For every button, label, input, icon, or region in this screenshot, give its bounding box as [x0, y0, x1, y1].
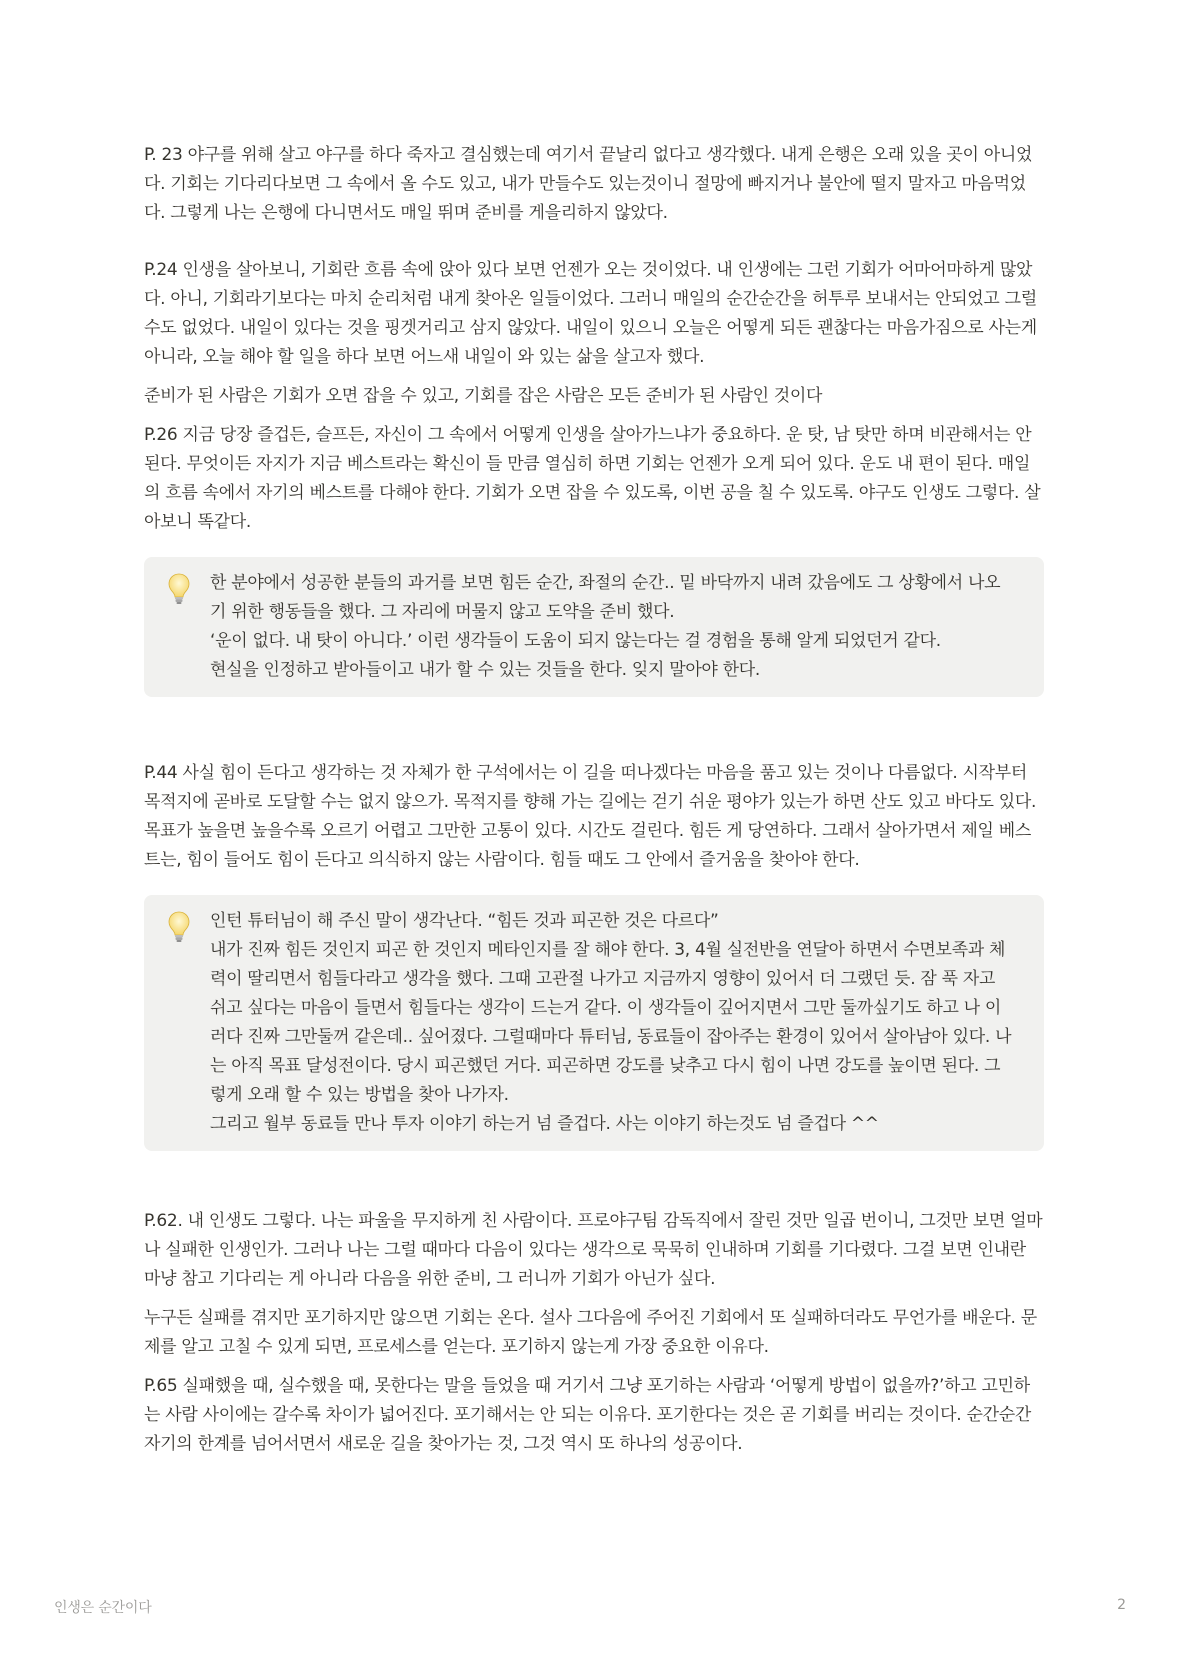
callout-line: 한 분야에서 성공한 분들의 과거를 보면 힘든 순간, 좌절의 순간.. 밑 바닥까지 내려 갔음에도 그 상황에서 나오기 위한 행동들을 했다. 그 자리에 머물지 않고 도약을 준비 했다.: [210, 573, 1001, 622]
callout-reflection-1: [144, 557, 1044, 697]
paragraph-p44: P.44 사실 힘이 든다고 생각하는 것 자체가 한 구석에서는 이 길을 떠나겠다는 마음을 품고 있는 것이나 다름없다. 시작부터 목적지에 곧바로 도달할 수는 없지 않으가. 목적지를 향해 가는 길에는 걷기 쉬운 평야가 있는가 하면 산도 있고 바다도 있다. 목표가 높을면 높을수록 오르기 어렵고 그만한 고통이 있다. 시간도 걸린다. 힘든 게 당연하다. 그래서 살아가면서 제일 베스트는, 힘이 들어도 힘이 든다고 의식하지 않는 사람이다. 힘들 때도 그 안에서 즐거움을 찾아야 한다.: [144, 763, 1037, 870]
lightbulb-icon: [168, 911, 190, 943]
paragraph-failure: 누구든 실패를 겪지만 포기하지만 않으면 기회는 온다. 설사 그다음에 주어진 기회에서 또 실패하더라도 무언가를 배운다. 문제를 알고 고칠 수 있게 되면, 프로세스를 얻는다. 포기하지 않는게 가장 중요한 이유다.: [144, 1308, 1037, 1357]
paragraph-p26: P.26 지금 당장 즐겁든, 슬프든, 자신이 그 속에서 어떻게 인생을 살아가느냐가 중요하다. 운 탓, 남 탓만 하며 비관해서는 안 된다. 무엇이든 자지가 지금 베스트라는 확신이 들 만큼 열심히 하면 기회는 언젠가 오게 되어 있다. 운도 내 편이 된다. 매일의 흐름 속에서 자기의 베스트를 다해야 한다. 기회가 오면 잡을 수 있도록, 이번 공을 칠 수 있도록. 야구도 인생도 그렇다. 살아보니 똑같다.: [144, 425, 1041, 532]
lightbulb-icon: [168, 573, 190, 605]
paragraph-p23: P. 23 야구를 위해 살고 야구를 하다 죽자고 결심했는데 여기서 끝날리 없다고 생각했다. 내게 은행은 오래 있을 곳이 아니었다. 기회는 기다리다보면 그 속에서 올 수도 있고, 내가 만들수도 있는것이니 절망에 빠지거나 불안에 떨지 말자고 마음먹었다. 그렇게 나는 은행에 다니면서도 매일 뛰며 준비를 게을리하지 않았다.: [144, 145, 1033, 223]
page-content: [144, 141, 1044, 1469]
paragraph-p24: P.24 인생을 살아보니, 기회란 흐름 속에 앉아 있다 보면 언젠가 오는 것이었다. 내 인생에는 그런 기회가 어마어마하게 많았다. 아니, 기회라기보다는 마치 순리처럼 내게 찾아온 일들이었다. 그러니 매일의 순간순간을 허투루 보내서는 안되었고 그럴 수도 없었다. 내일이 있다는 것을 핑겟거리고 삼지 않았다. 내일이 있으니 오늘은 어떻게 되든 괜찮다는 마음가짐으로 사는게 아니라, 오늘 해야 할 일을 하다 보면 어느새 내일이 와 있는 삶을 살고자 했다.: [144, 260, 1037, 367]
callout-reflection-2: [144, 895, 1044, 1151]
footer-document-title: 인생은 순간이다: [54, 1600, 152, 1616]
callout-line: 내가 진짜 힘든 것인지 피곤 한 것인지 메타인지를 잘 해야 한다. 3, 4월 실전반을 연달아 하면서 수면보족과 체력이 딸리면서 힘들다라고 생각을 했다. 그때 고관절 나가고 지금까지 영향이 있어서 더 그랬던 듯. 잠 푹 자고 쉬고 싶다는 마음이 들면서 힘들다는 생각이 드는거 같다. 이 생각들이 깊어지면서 그만 둘까싶기도 하고 나 이러다 진짜 그만둘꺼 같은데.. 싶어졌다. 그럴때마다 튜터님, 동료들이 잡아주는 환경이 있어서 살아남아 있다. 나는 아직 목표 달성전이다. 당시 피곤했던 거다. 피곤하면 강도를 낮추고 다시 힘이 나면 강도를 높이면 된다. 그렇게 오래 할 수 있는 방법을 찾아 나가자.: [210, 940, 1012, 1105]
callout-line: 인턴 튜터님이 해 주신 말이 생각난다. “힘든 것과 피곤한 것은 다르다”: [210, 911, 719, 931]
footer-page-number: 2: [1117, 1597, 1126, 1613]
callout-line: ‘운이 없다. 내 탓이 아니다.’ 이런 생각들이 도움이 되지 않는다는 걸 경험을 통해 알게 되었던거 같다.: [210, 631, 941, 651]
paragraph-p65: P.65 실패했을 때, 실수했을 때, 못한다는 말을 들었을 때 거기서 그냥 포기하는 사람과 ‘어떻게 방법이 없을까?’하고 고민하는 사람 사이에는 갈수록 차이가 넓어진다. 포기해서는 안 되는 이유다. 포기한다는 것은 곧 기회를 버리는 것이다. 순간순간 자기의 한계를 넘어서면서 새로운 길을 찾아가는 것, 그것 역시 또 하나의 성공이다.: [144, 1376, 1031, 1454]
callout-line: 그리고 월부 동료들 만나 투자 이야기 하는거 넘 즐겁다. 사는 이야기 하는것도 넘 즐겁다 ^^: [210, 1114, 879, 1134]
paragraph-p62: P.62. 내 인생도 그렇다. 나는 파울을 무지하게 친 사람이다. 프로야구팀 감독직에서 잘린 것만 일곱 번이니, 그것만 보면 얼마나 실패한 인생인가. 그러나 나는 그럴 때마다 다음이 있다는 생각으로 묵묵히 인내하며 기회를 기다렸다. 그걸 보면 인내란 마냥 참고 기다리는 게 아니라 다음을 위한 준비, 그 러니까 기회가 아닌가 싶다.: [144, 1211, 1043, 1289]
callout-line: 현실을 인정하고 받아들이고 내가 할 수 있는 것들을 한다. 잊지 말아야 한다.: [210, 660, 761, 680]
paragraph-preparation: 준비가 된 사람은 기회가 오면 잡을 수 있고, 기회를 잡은 사람은 모든 준비가 된 사람인 것이다: [144, 386, 823, 406]
